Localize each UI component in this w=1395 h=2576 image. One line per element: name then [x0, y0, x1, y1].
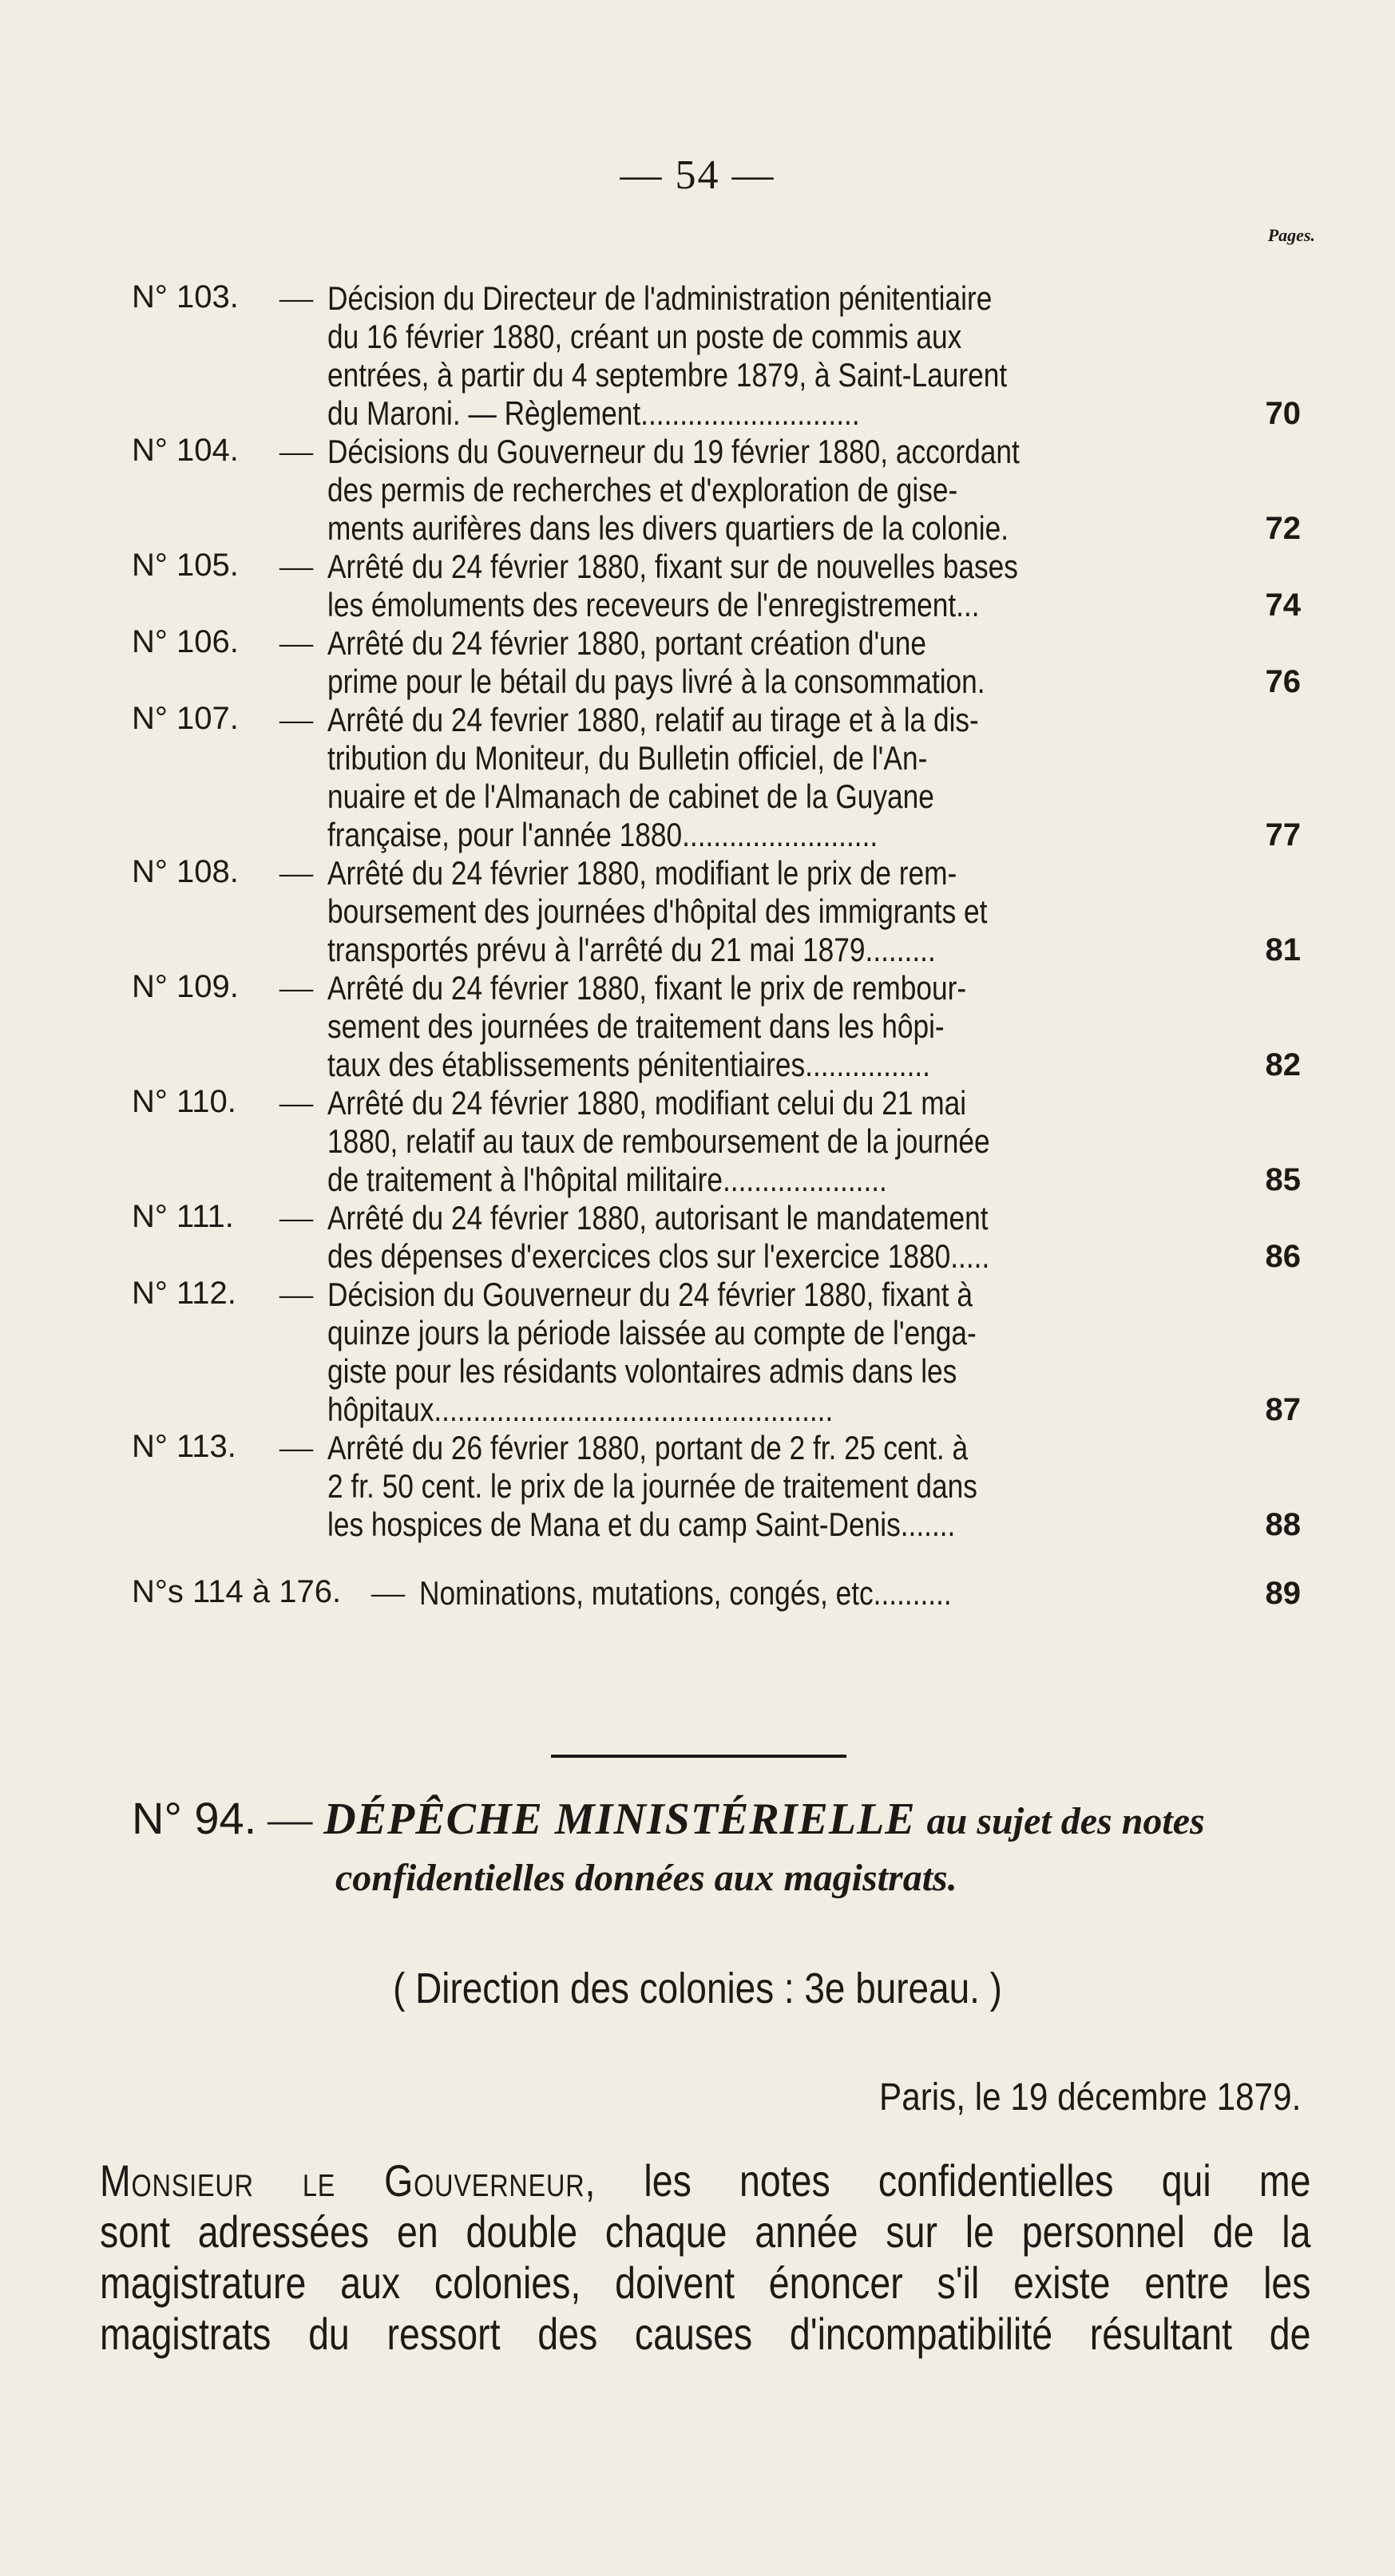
entry-dash: —: [279, 1430, 313, 1466]
entry-text: [327, 1084, 1222, 1199]
entry-line: 1880, relatif au taux de remboursement de la journée: [327, 1122, 990, 1160]
pages-column-header: Pages.: [1267, 225, 1315, 245]
entry-line: Arrêté du 24 février 1880, modifiant celui du 21 mai: [327, 1084, 967, 1122]
body-line: magistrats du ressort des causes d'incompatibilité résultant de: [100, 2309, 1311, 2359]
entry-page: 87: [1265, 1392, 1301, 1427]
entry-text: [327, 701, 1222, 854]
dispatch-title-line: [132, 1792, 1205, 1845]
entry-text: [419, 1574, 1314, 1612]
entry-number: N° 104.: [132, 433, 239, 468]
entry-dash: —: [279, 433, 313, 470]
entry-line: Arrêté du 24 février 1880, fixant le prix de rembour-: [327, 969, 967, 1007]
entry-number: N° 111.: [132, 1199, 234, 1234]
entry-line: Arrêté du 24 février 1880, autorisant le mandatement: [327, 1199, 989, 1237]
entry-page: 85: [1265, 1162, 1301, 1197]
entry-page: 82: [1265, 1047, 1301, 1082]
entry-line: Arrêté du 26 février 1880, portant de 2 fr. 25 cent. à: [327, 1429, 969, 1466]
entry-number: N° 112.: [132, 1276, 236, 1311]
entry-text: [327, 854, 1222, 969]
entry-text: [327, 1276, 1222, 1429]
entry-text: [327, 1429, 1222, 1544]
dispatch-subtitle-2: confidentielles données aux magistrats.: [335, 1857, 957, 1899]
entry-number: N° 109.: [132, 969, 239, 1004]
entry-dash: —: [279, 855, 313, 892]
entry-line: les hospices de Mana et du camp Saint-Denis.......: [327, 1506, 956, 1543]
entry-line: de traitement à l'hôpital militaire.....................: [327, 1161, 887, 1198]
entry-dash: —: [279, 625, 313, 662]
dispatch-number: N° 94.: [132, 1793, 257, 1843]
section-divider: [551, 1755, 846, 1758]
entry-dash: —: [279, 280, 313, 317]
entry-line: quinze jours la période laissée au compte de l'enga-: [327, 1314, 977, 1351]
entry-page: 89: [1265, 1576, 1301, 1611]
entry-dash: —: [279, 1085, 313, 1122]
entry-line: Arrêté du 24 février 1880, portant création d'une: [327, 624, 927, 662]
entry-dash: —: [279, 548, 313, 585]
entry-line: giste pour les résidants volontaires admis dans les: [327, 1352, 957, 1390]
entry-number: N° 105.: [132, 548, 239, 583]
entry-text: [327, 624, 1222, 701]
dispatch-date: Paris, le 19 décembre 1879.: [878, 2076, 1301, 2119]
entry-line: Arrêté du 24 février 1880, modifiant le prix de rem-: [327, 854, 957, 892]
entry-dash: —: [279, 1276, 313, 1313]
entry-number: N° 106.: [132, 624, 239, 659]
entry-line: tribution du Moniteur, du Bulletin officiel, de l'An-: [327, 739, 928, 777]
entry-number: N° 108.: [132, 854, 239, 889]
entry-number: N° 110.: [132, 1084, 236, 1119]
entry-dash: —: [279, 1200, 313, 1237]
entry-line: française, pour l'année 1880.........................: [327, 816, 878, 853]
entry-page: 81: [1265, 932, 1301, 967]
letter-body: [100, 2155, 1311, 2360]
salutation: Monsieur le Gouverneur,: [100, 2155, 596, 2206]
entry-line: Décision du Directeur de l'administration pénitentiaire: [327, 279, 993, 317]
entry-page: 74: [1265, 588, 1301, 623]
entry-page: 88: [1265, 1507, 1301, 1542]
page-number: — 54 —: [620, 152, 775, 198]
entry-line: des permis de recherches et d'exploration de gise-: [327, 471, 958, 508]
entry-dash: —: [279, 970, 313, 1007]
dispatch-title: DÉPÊCHE MINISTÉRIELLE: [323, 1794, 916, 1844]
entry-line: Nominations, mutations, congés, etc..........: [419, 1574, 952, 1612]
entry-line: Arrêté du 24 fevrier 1880, relatif au tirage et à la dis-: [327, 701, 979, 738]
entry-line: 2 fr. 50 cent. le prix de la journée de traitement dans: [327, 1467, 977, 1505]
entry-line: entrées, à partir du 4 septembre 1879, à Saint-Laurent: [327, 356, 1008, 394]
entry-page: 72: [1265, 511, 1301, 546]
dispatch-dash: —: [268, 1794, 313, 1844]
entry-number: N° 107.: [132, 701, 239, 736]
body-line: [100, 2155, 1310, 2206]
entry-line: des dépenses d'exercices clos sur l'exercice 1880.....: [327, 1237, 990, 1275]
entry-text: [327, 433, 1222, 548]
body-line: magistrature aux colonies, doivent énoncer s'il existe entre les: [100, 2257, 1311, 2308]
entry-text: [327, 969, 1222, 1084]
entry-page: 70: [1265, 396, 1301, 431]
entry-text: [327, 279, 1222, 433]
entry-line: du Maroni. — Règlement............................: [327, 394, 860, 432]
entry-page: 76: [1265, 664, 1301, 699]
entry-line: Arrêté du 24 février 1880, fixant sur de nouvelles bases: [327, 548, 1018, 585]
entry-line: ments aurifères dans les divers quartiers de la colonie.: [327, 509, 1009, 547]
entry-line: nuaire et de l'Almanach de cabinet de la Guyane: [327, 778, 934, 815]
entry-page: 86: [1265, 1239, 1301, 1274]
entry-number: N° 113.: [132, 1429, 236, 1464]
entry-line: du 16 février 1880, créant un poste de commis aux: [327, 318, 962, 355]
entry-dash: —: [371, 1575, 405, 1612]
entry-line: hôpitaux...................................................: [327, 1391, 834, 1428]
body-line: sont adressées en double chaque année sur le personnel de la: [100, 2206, 1311, 2257]
entry-line: boursement des journées d'hôpital des immigrants et: [327, 892, 988, 930]
entry-dash: —: [279, 702, 313, 738]
entry-line: les émoluments des receveurs de l'enregistrement...: [327, 586, 980, 623]
entry-line: taux des établissements pénitentiaires................: [327, 1046, 930, 1083]
entry-text: [327, 1199, 1222, 1276]
entry-line: Décision du Gouverneur du 24 février 1880, fixant à: [327, 1276, 973, 1313]
entry-line: transportés prévu à l'arrêté du 21 mai 1879.........: [327, 931, 936, 968]
entry-text: [327, 548, 1222, 624]
entry-line: Décisions du Gouverneur du 19 février 1880, accordant: [327, 433, 1020, 470]
entry-number: N°s 114 à 176.: [132, 1574, 342, 1609]
dispatch-direction: ( Direction des colonies : 3e bureau. ): [393, 1965, 1002, 2012]
dispatch-subtitle-1: au sujet des notes: [926, 1800, 1205, 1842]
entry-line: prime pour le bétail du pays livré à la consommation.: [327, 663, 985, 700]
body-line-text: les notes confidentielles qui me: [644, 2155, 1311, 2206]
entry-line: sement des journées de traitement dans les hôpi-: [327, 1007, 945, 1045]
entry-number: N° 103.: [132, 279, 239, 315]
entry-page: 77: [1265, 817, 1301, 853]
